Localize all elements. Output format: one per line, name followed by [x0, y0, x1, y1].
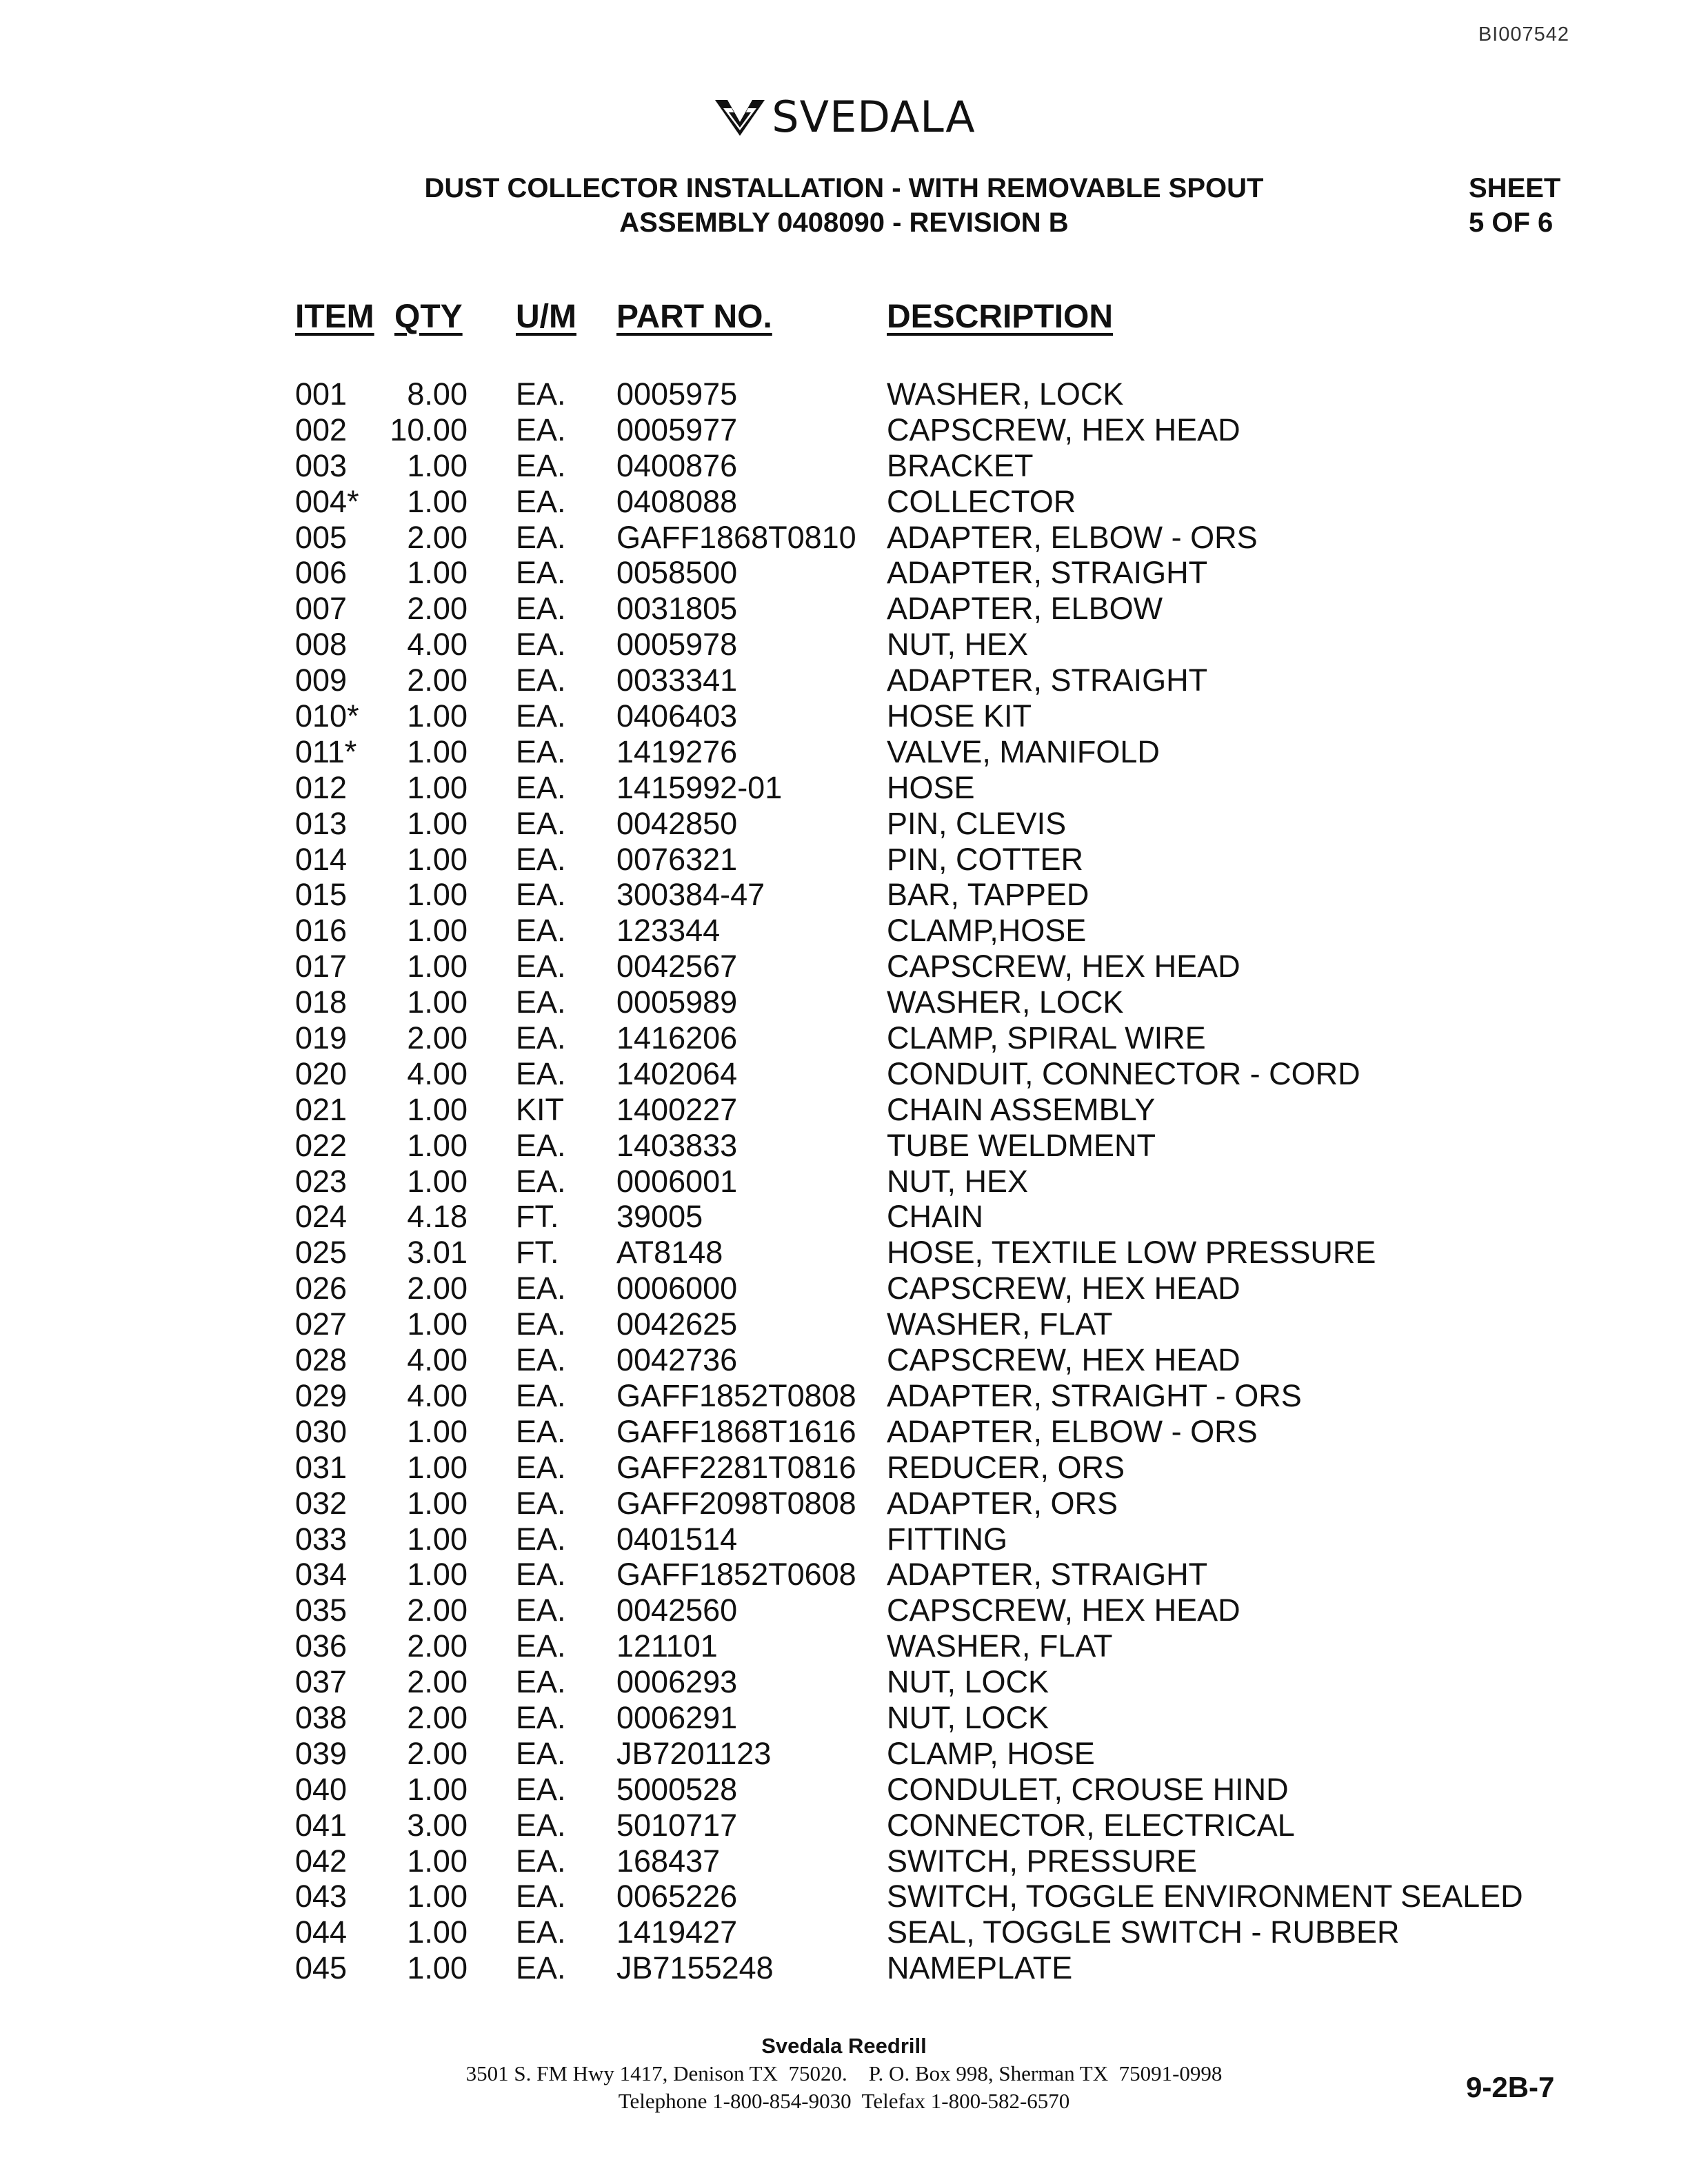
row-part-no: GAFF2098T0808 — [616, 1485, 856, 1521]
row-qty: 1.00 — [407, 483, 468, 519]
row-qty: 1.00 — [407, 1950, 468, 1986]
row-description: NUT, HEX — [887, 1163, 1029, 1199]
row-um: EA. — [516, 1521, 566, 1557]
table-row — [0, 1342, 1688, 1378]
table-row — [0, 520, 1688, 556]
row-part-no: 0005975 — [616, 376, 738, 412]
row-qty: 1.00 — [407, 1879, 468, 1914]
row-item: 033 — [295, 1521, 348, 1557]
table-row — [0, 1736, 1688, 1772]
sheet-label: SHEET — [1469, 173, 1561, 203]
table-row — [0, 1450, 1688, 1486]
row-item: 004* — [295, 483, 359, 519]
title-line-2: ASSEMBLY 0408090 - REVISION B — [619, 208, 1069, 238]
row-qty: 2.00 — [407, 1664, 468, 1700]
table-row — [0, 913, 1688, 949]
row-um: EA. — [516, 412, 566, 447]
row-um: EA. — [516, 1699, 566, 1735]
row-part-no: 0006001 — [616, 1163, 738, 1199]
row-item: 031 — [295, 1449, 348, 1485]
table-row — [0, 1128, 1688, 1164]
row-part-no: 1416206 — [616, 1020, 738, 1056]
row-part-no: 1402064 — [616, 1055, 738, 1091]
row-part-no: 0006291 — [616, 1699, 738, 1735]
row-qty: 2.00 — [407, 663, 468, 698]
row-um: EA. — [516, 1449, 566, 1485]
row-um: EA. — [516, 663, 566, 698]
row-item: 043 — [295, 1879, 348, 1914]
row-description: CHAIN ASSEMBLY — [887, 1091, 1156, 1127]
row-description: HOSE — [887, 769, 975, 805]
brand-name: SVEDALA — [772, 91, 976, 142]
table-row — [0, 663, 1688, 698]
row-description: NAMEPLATE — [887, 1950, 1073, 1986]
row-um: EA. — [516, 555, 566, 591]
row-um: EA. — [516, 1413, 566, 1449]
row-description: CONNECTOR, ELECTRICAL — [887, 1807, 1295, 1843]
row-part-no: GAFF2281T0816 — [616, 1449, 856, 1485]
row-um: EA. — [516, 1271, 566, 1306]
table-row — [0, 1593, 1688, 1628]
row-item: 005 — [295, 519, 348, 555]
row-qty: 1.00 — [407, 1449, 468, 1485]
row-part-no: JB7155248 — [616, 1950, 774, 1986]
row-description: ADAPTER, ELBOW - ORS — [887, 519, 1258, 555]
table-row — [0, 376, 1688, 412]
row-description: ADAPTER, STRAIGHT - ORS — [887, 1377, 1302, 1413]
row-item: 016 — [295, 913, 348, 949]
row-um: EA. — [516, 483, 566, 519]
table-row — [0, 949, 1688, 984]
row-qty: 3.01 — [407, 1235, 468, 1271]
row-part-no: 0058500 — [616, 555, 738, 591]
table-row — [0, 484, 1688, 520]
table-row — [0, 1914, 1688, 1950]
row-part-no: 123344 — [616, 913, 721, 949]
row-part-no: 0005978 — [616, 627, 738, 663]
row-qty: 1.00 — [407, 769, 468, 805]
row-item: 024 — [295, 1199, 348, 1235]
table-row — [0, 1521, 1688, 1557]
row-part-no: GAFF1852T0608 — [616, 1557, 856, 1593]
row-part-no: 1400227 — [616, 1091, 738, 1127]
row-part-no: 0005989 — [616, 984, 738, 1020]
row-qty: 1.00 — [407, 1485, 468, 1521]
row-qty: 1.00 — [407, 949, 468, 984]
row-part-no: 0042560 — [616, 1593, 738, 1628]
row-qty: 2.00 — [407, 1735, 468, 1771]
row-um: FT. — [516, 1235, 559, 1271]
row-um: EA. — [516, 1771, 566, 1807]
row-qty: 2.00 — [407, 1020, 468, 1056]
row-item: 034 — [295, 1557, 348, 1593]
row-part-no: GAFF1868T0810 — [616, 519, 856, 555]
column-header-um: U/M — [516, 299, 576, 335]
row-qty: 1.00 — [407, 877, 468, 913]
row-part-no: GAFF1868T1616 — [616, 1413, 856, 1449]
row-description: NUT, LOCK — [887, 1699, 1049, 1735]
row-um: EA. — [516, 1628, 566, 1664]
row-um: EA. — [516, 1163, 566, 1199]
brand-logo — [0, 91, 1688, 142]
row-um: EA. — [516, 949, 566, 984]
table-row — [0, 1164, 1688, 1200]
parts-table — [0, 376, 1688, 1986]
row-part-no: 0031805 — [616, 591, 738, 627]
row-item: 037 — [295, 1664, 348, 1700]
row-item: 042 — [295, 1843, 348, 1879]
row-part-no: GAFF1852T0808 — [616, 1377, 856, 1413]
row-description: CAPSCREW, HEX HEAD — [887, 1342, 1240, 1378]
row-qty: 1.00 — [407, 1771, 468, 1807]
row-qty: 4.00 — [407, 1377, 468, 1413]
row-part-no: 1415992-01 — [616, 769, 783, 805]
sheet-value: 5 OF 6 — [1469, 208, 1554, 238]
row-item: 038 — [295, 1699, 348, 1735]
table-row — [0, 1092, 1688, 1128]
row-item: 039 — [295, 1735, 348, 1771]
row-qty: 1.00 — [407, 984, 468, 1020]
row-item: 001 — [295, 376, 348, 412]
row-part-no: 0042850 — [616, 805, 738, 841]
row-description: CLAMP, HOSE — [887, 1735, 1095, 1771]
row-part-no: AT8148 — [616, 1235, 723, 1271]
row-item: 023 — [295, 1163, 348, 1199]
row-qty: 1.00 — [407, 447, 468, 483]
row-qty: 1.00 — [407, 913, 468, 949]
row-part-no: 121101 — [616, 1628, 718, 1664]
row-description: COLLECTOR — [887, 483, 1076, 519]
row-qty: 1.00 — [407, 841, 468, 877]
row-item: 045 — [295, 1950, 348, 1986]
row-um: EA. — [516, 1593, 566, 1628]
table-row — [0, 591, 1688, 627]
row-item: 002 — [295, 412, 348, 447]
row-description: CONDULET, CROUSE HIND — [887, 1771, 1289, 1807]
row-item: 011* — [295, 734, 357, 769]
row-um: EA. — [516, 1914, 566, 1950]
row-qty: 4.00 — [407, 627, 468, 663]
row-qty: 1.00 — [407, 1843, 468, 1879]
row-description: PIN, COTTER — [887, 841, 1084, 877]
row-qty: 1.00 — [407, 1557, 468, 1593]
row-description: SEAL, TOGGLE SWITCH - RUBBER — [887, 1914, 1400, 1950]
table-row — [0, 1879, 1688, 1914]
row-part-no: 0006000 — [616, 1271, 738, 1306]
row-item: 025 — [295, 1235, 348, 1271]
row-qty: 1.00 — [407, 698, 468, 734]
row-description: PIN, CLEVIS — [887, 805, 1067, 841]
row-part-no: 0005977 — [616, 412, 738, 447]
row-item: 030 — [295, 1413, 348, 1449]
table-row — [0, 877, 1688, 913]
table-row — [0, 1486, 1688, 1521]
row-qty: 4.00 — [407, 1342, 468, 1378]
row-part-no: 0076321 — [616, 841, 738, 877]
row-part-no: 0033341 — [616, 663, 738, 698]
title-line-1: DUST COLLECTOR INSTALLATION - WITH REMOVABLE SPOUT — [424, 173, 1264, 203]
row-item: 019 — [295, 1020, 348, 1056]
row-item: 044 — [295, 1914, 348, 1950]
row-part-no: 0408088 — [616, 483, 738, 519]
row-um: EA. — [516, 1879, 566, 1914]
row-description: WASHER, LOCK — [887, 376, 1124, 412]
row-um: EA. — [516, 769, 566, 805]
row-qty: 2.00 — [407, 1593, 468, 1628]
row-description: CONDUIT, CONNECTOR - CORD — [887, 1055, 1360, 1091]
row-description: SWITCH, TOGGLE ENVIRONMENT SEALED — [887, 1879, 1523, 1914]
row-part-no: 0042567 — [616, 949, 738, 984]
row-um: EA. — [516, 591, 566, 627]
row-qty: 1.00 — [407, 805, 468, 841]
row-item: 029 — [295, 1377, 348, 1413]
table-row — [0, 984, 1688, 1020]
row-item: 010* — [295, 698, 359, 734]
row-description: ADAPTER, ELBOW - ORS — [887, 1413, 1258, 1449]
table-row — [0, 1628, 1688, 1664]
row-description: BRACKET — [887, 447, 1034, 483]
row-um: EA. — [516, 1664, 566, 1700]
row-item: 026 — [295, 1271, 348, 1306]
row-um: EA. — [516, 877, 566, 913]
row-um: EA. — [516, 1127, 566, 1163]
table-row — [0, 1950, 1688, 1986]
row-um: EA. — [516, 1306, 566, 1342]
column-header-item: ITEM — [295, 299, 374, 335]
row-description: FITTING — [887, 1521, 1007, 1557]
column-header-description: DESCRIPTION — [887, 299, 1114, 335]
row-description: SWITCH, PRESSURE — [887, 1843, 1198, 1879]
table-row — [0, 1772, 1688, 1808]
row-item: 032 — [295, 1485, 348, 1521]
row-description: ADAPTER, STRAIGHT — [887, 1557, 1208, 1593]
parts-table-header — [0, 298, 1688, 339]
row-item: 003 — [295, 447, 348, 483]
row-um: EA. — [516, 1342, 566, 1378]
row-item: 018 — [295, 984, 348, 1020]
row-item: 009 — [295, 663, 348, 698]
row-description: WASHER, FLAT — [887, 1628, 1113, 1664]
row-part-no: 0042736 — [616, 1342, 738, 1378]
table-row — [0, 1414, 1688, 1450]
row-part-no: 300384-47 — [616, 877, 765, 913]
row-part-no: 0006293 — [616, 1664, 738, 1700]
row-um: EA. — [516, 734, 566, 769]
row-item: 008 — [295, 627, 348, 663]
row-item: 013 — [295, 805, 348, 841]
row-part-no: 1403833 — [616, 1127, 738, 1163]
row-qty: 8.00 — [407, 376, 468, 412]
row-um: KIT — [516, 1091, 565, 1127]
row-um: EA. — [516, 627, 566, 663]
row-um: EA. — [516, 1843, 566, 1879]
row-item: 020 — [295, 1055, 348, 1091]
row-part-no: 39005 — [616, 1199, 703, 1235]
row-part-no: JB7201123 — [616, 1735, 772, 1771]
row-description: TUBE WELDMENT — [887, 1127, 1156, 1163]
row-um: EA. — [516, 984, 566, 1020]
table-row — [0, 1808, 1688, 1843]
row-item: 021 — [295, 1091, 348, 1127]
svedala-mark-icon — [712, 94, 767, 139]
row-part-no: 0065226 — [616, 1879, 738, 1914]
row-qty: 1.00 — [407, 1091, 468, 1127]
row-item: 007 — [295, 591, 348, 627]
row-description: WASHER, FLAT — [887, 1306, 1113, 1342]
row-qty: 1.00 — [407, 1163, 468, 1199]
table-row — [0, 734, 1688, 770]
row-qty: 1.00 — [407, 1127, 468, 1163]
row-part-no: 5010717 — [616, 1807, 738, 1843]
table-row — [0, 1271, 1688, 1306]
row-qty: 1.00 — [407, 555, 468, 591]
row-um: EA. — [516, 1055, 566, 1091]
table-row — [0, 1199, 1688, 1235]
table-row — [0, 412, 1688, 448]
table-row — [0, 698, 1688, 734]
row-description: NUT, HEX — [887, 627, 1029, 663]
row-item: 041 — [295, 1807, 348, 1843]
row-description: CAPSCREW, HEX HEAD — [887, 1271, 1240, 1306]
row-um: EA. — [516, 1807, 566, 1843]
row-qty: 2.00 — [407, 1271, 468, 1306]
row-um: EA. — [516, 1735, 566, 1771]
row-item: 028 — [295, 1342, 348, 1378]
column-header-part-no: PART NO. — [616, 299, 772, 335]
table-row — [0, 1235, 1688, 1271]
row-description: CAPSCREW, HEX HEAD — [887, 949, 1240, 984]
page-number: 9-2B-7 — [1466, 2071, 1555, 2103]
footer — [0, 2032, 1688, 2115]
row-item: 022 — [295, 1127, 348, 1163]
table-row — [0, 1020, 1688, 1056]
document-title — [0, 171, 1688, 240]
row-part-no: 0401514 — [616, 1521, 738, 1557]
row-part-no: 1419276 — [616, 734, 738, 769]
row-qty: 1.00 — [407, 1914, 468, 1950]
row-um: EA. — [516, 1377, 566, 1413]
row-description: HOSE KIT — [887, 698, 1032, 734]
footer-address: 3501 S. FM Hwy 1417, Denison TX 75020. P. O. Box 998, Sherman TX 75091-0998 — [465, 2061, 1223, 2085]
row-description: ADAPTER, ELBOW — [887, 591, 1163, 627]
table-row — [0, 1378, 1688, 1414]
row-item: 006 — [295, 555, 348, 591]
row-description: CAPSCREW, HEX HEAD — [887, 412, 1240, 447]
row-qty: 4.00 — [407, 1055, 468, 1091]
row-description: CLAMP, SPIRAL WIRE — [887, 1020, 1206, 1056]
document-id: BI007542 — [1478, 23, 1569, 46]
table-row — [0, 770, 1688, 806]
table-row — [0, 1557, 1688, 1593]
table-row — [0, 1306, 1688, 1342]
row-item: 015 — [295, 877, 348, 913]
row-description: ADAPTER, STRAIGHT — [887, 663, 1208, 698]
table-row — [0, 1843, 1688, 1879]
row-description: REDUCER, ORS — [887, 1449, 1125, 1485]
table-row — [0, 806, 1688, 842]
row-qty: 2.00 — [407, 1699, 468, 1735]
row-item: 040 — [295, 1771, 348, 1807]
row-part-no: 0400876 — [616, 447, 738, 483]
row-qty: 1.00 — [407, 1521, 468, 1557]
row-um: EA. — [516, 519, 566, 555]
table-row — [0, 1700, 1688, 1736]
row-qty: 2.00 — [407, 591, 468, 627]
table-row — [0, 1664, 1688, 1700]
table-row — [0, 1056, 1688, 1092]
row-part-no: 5000528 — [616, 1771, 738, 1807]
row-um: EA. — [516, 376, 566, 412]
row-item: 012 — [295, 769, 348, 805]
row-um: EA. — [516, 447, 566, 483]
row-um: EA. — [516, 1950, 566, 1986]
table-row — [0, 555, 1688, 591]
row-qty: 3.00 — [407, 1807, 468, 1843]
row-description: NUT, LOCK — [887, 1664, 1049, 1700]
row-description: ADAPTER, ORS — [887, 1485, 1118, 1521]
row-qty: 1.00 — [407, 734, 468, 769]
row-um: EA. — [516, 913, 566, 949]
row-part-no: 168437 — [616, 1843, 721, 1879]
row-item: 014 — [295, 841, 348, 877]
row-description: ADAPTER, STRAIGHT — [887, 555, 1208, 591]
row-qty: 1.00 — [407, 1306, 468, 1342]
sheet-indicator — [1469, 171, 1560, 240]
row-qty: 4.18 — [407, 1199, 468, 1235]
row-um: EA. — [516, 1557, 566, 1593]
row-item: 017 — [295, 949, 348, 984]
row-part-no: 1419427 — [616, 1914, 738, 1950]
row-um: EA. — [516, 698, 566, 734]
row-item: 027 — [295, 1306, 348, 1342]
row-um: FT. — [516, 1199, 559, 1235]
row-part-no: 0406403 — [616, 698, 738, 734]
column-header-qty: QTY — [394, 299, 463, 335]
row-um: EA. — [516, 1020, 566, 1056]
row-description: CHAIN — [887, 1199, 984, 1235]
row-qty: 1.00 — [407, 1413, 468, 1449]
row-part-no: 0042625 — [616, 1306, 738, 1342]
row-description: CLAMP,HOSE — [887, 913, 1087, 949]
row-description: VALVE, MANIFOLD — [887, 734, 1160, 769]
row-um: EA. — [516, 1485, 566, 1521]
row-qty: 2.00 — [407, 519, 468, 555]
table-row — [0, 627, 1688, 663]
row-um: EA. — [516, 805, 566, 841]
row-description: CAPSCREW, HEX HEAD — [887, 1593, 1240, 1628]
row-qty: 10.00 — [390, 412, 468, 447]
table-row — [0, 448, 1688, 484]
table-row — [0, 842, 1688, 878]
row-item: 035 — [295, 1593, 348, 1628]
footer-phones: Telephone 1-800-854-9030 Telefax 1-800-582-6570 — [618, 2089, 1070, 2113]
row-item: 036 — [295, 1628, 348, 1664]
row-description: BAR, TAPPED — [887, 877, 1089, 913]
row-description: HOSE, TEXTILE LOW PRESSURE — [887, 1235, 1376, 1271]
row-description: WASHER, LOCK — [887, 984, 1124, 1020]
row-um: EA. — [516, 841, 566, 877]
row-qty: 2.00 — [407, 1628, 468, 1664]
footer-company: Svedala Reedrill — [761, 2034, 927, 2058]
